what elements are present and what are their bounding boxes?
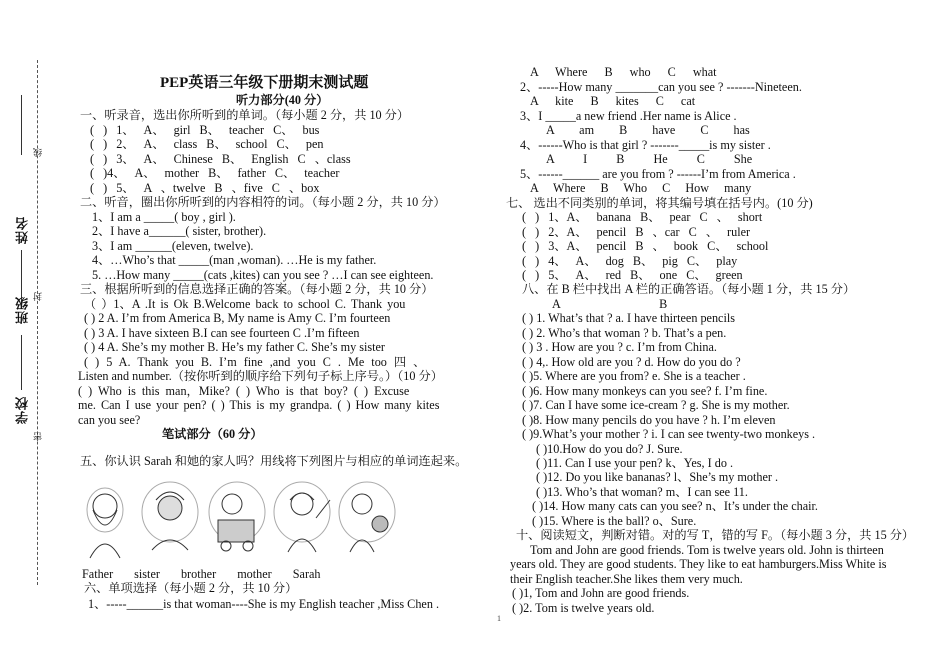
question-item: ( ) 5、 A 、twelve B 、five C 、box <box>90 181 320 195</box>
question-item: ( ) 3、A、 pencil B 、 book C、 school <box>522 239 769 253</box>
school-label: 学校 <box>16 396 31 424</box>
column-headers: A B <box>552 297 668 311</box>
family-word-row: Father sister brother mother Sarah <box>82 567 321 581</box>
page-title: PEP英语三年级下册期末测试题 <box>160 75 369 91</box>
binding-dashed-line <box>37 60 38 585</box>
question-heading: 五、你认识 Sarah 和她的家人吗？用线将下列图片与相应的单词连起来。 <box>80 454 468 468</box>
question-item: 4、…Who’s that _____(man ,woman). …He is my father. <box>92 253 377 267</box>
question-heading: 八、在 B 栏中找出 A 栏的正确答语。（每小题 1 分，共 15 分） <box>522 282 856 296</box>
question-item: ( ) 5 A. Thank you B. I’m fine ,and you C . Me too 四 、 <box>84 355 426 369</box>
question-options: A Where B Who C How many <box>530 181 752 195</box>
question-item: ( )4、 A、 mother B、 father C、 teacher <box>90 166 340 180</box>
reading-passage-line: their English teacher.She likes them very much. <box>510 572 743 586</box>
question-item: ( ) 2、A、 pencil B 、car C 、 ruler <box>522 225 751 239</box>
name-underline <box>21 95 22 155</box>
question-item: 2、I have a______( sister, brother). <box>92 224 267 238</box>
question-options: A Where B who C what <box>530 65 717 79</box>
page-number: 1 <box>497 614 501 623</box>
question-item: ( ) 1、 A、 girl B、 teacher C、 bus <box>90 123 320 137</box>
question-item: ( ) 4、 A、 dog B、 pig C、 play <box>522 254 738 268</box>
seal-mark-secret: 密 <box>33 432 43 441</box>
seal-mark-line: 线 <box>33 148 43 157</box>
match-row: ( )5. Where are you from? e. She is a teacher . <box>522 369 746 383</box>
question-item: 4、------Who is that girl ? -------_____is my sister . <box>520 138 771 152</box>
question-options: A I B He C She <box>546 152 753 166</box>
question-item: 3、I _____a new friend .Her name is Alice . <box>520 109 737 123</box>
question-item: ( ) 2、 A、 class B、 school C、 pen <box>90 137 324 151</box>
section-heading: 听力部分(40 分） <box>236 93 329 107</box>
match-row: ( ) 1. What’s that ? a. I have thirteen pencils <box>522 311 735 325</box>
question-item: me. Can I use your pen? ( ) This is my grandpa. ( ) How many kites <box>78 398 440 412</box>
question-heading: 一、听录音，选出你所听到的单词。（每小题 2 分，共 10 分） <box>80 108 410 122</box>
question-item: ( ) 1、A、 banana B、 pear C 、 short <box>522 210 763 224</box>
person-picture <box>209 482 265 551</box>
question-item: ( ) 3 A. I have sixteen B.I can see fourteen C .I’m fifteen <box>84 326 360 340</box>
question-heading: 十、阅读短文，判断对错。对的写 T，错的写 F。（每小题 3 分，共 15 分） <box>516 528 915 542</box>
question-options: A am B have C has <box>546 123 750 137</box>
family-pictures <box>80 480 410 560</box>
question-item: ( ) 3、 A、 Chinese B、 English C 、class <box>90 152 351 166</box>
question-item: ( )1, Tom and John are good friends. <box>512 586 690 600</box>
match-row: ( )9.What’s your mother ? i. I can see twenty-two monkeys . <box>522 427 816 441</box>
question-item: （ ）1、A .It is Ok B.Welcome back to school C. Thank you <box>84 297 406 311</box>
question-heading: 三、根据所听到的信息选择正确的答案。（每小题 2 分，共 10 分） <box>80 282 434 296</box>
match-row: ( )14. How many cats can you see? n、It’s under the chair. <box>532 499 818 513</box>
question-options: A kite B kites C cat <box>530 94 696 108</box>
match-row: ( )11. Can I use your pen? k、Yes, I do . <box>536 456 734 470</box>
question-heading: 七、 选出不同类别的单词，将其编号填在括号内。(10 分) <box>506 196 813 210</box>
match-row: ( )7. Can I have some ice-cream ? g. She is my mother. <box>522 398 790 412</box>
question-heading: Listen and number.（按你听到的顺序给下列句子标上序号。）（10 分） <box>78 369 443 383</box>
reading-passage-line: years old. They are good students. They like to eat hamburgers.Miss White is <box>510 557 887 571</box>
match-row: ( )13. Who’s that woman? m、I can see 11. <box>536 485 748 499</box>
match-row: ( ) 3 . How are you ? c. I’m from China. <box>522 340 717 354</box>
seal-mark-seal: 封 <box>33 292 43 301</box>
person-picture <box>339 482 395 552</box>
match-row: ( )12. Do you like bananas? l、She’s my mother . <box>536 470 779 484</box>
question-item: 3、I am ______(eleven, twelve). <box>92 239 254 253</box>
person-picture <box>274 482 330 552</box>
section-heading: 笔试部分（60 分） <box>162 427 263 441</box>
match-row: ( ) 4,. How old are you ? d. How do you do ? <box>522 355 741 369</box>
question-item: ( ) 4 A. She’s my mother B. He’s my father C. She’s my sister <box>84 340 385 354</box>
question-item: 1、-----______is that woman----She is my English teacher ,Miss Chen . <box>88 597 440 611</box>
person-picture <box>142 482 198 550</box>
match-row: ( )15. Where is the ball? o、Sure. <box>532 514 697 528</box>
question-item: ( ) 5、 A、 red B、 one C、 green <box>522 268 743 282</box>
name-label: 姓名 <box>16 216 31 244</box>
question-item: ( )2. Tom is twelve years old. <box>512 601 655 615</box>
reading-passage-line: Tom and John are good friends. Tom is twelve years old. John is thirteen <box>530 543 884 557</box>
question-item: 5. …How many _____(cats ,kites) can you see ? …I can see eighteen. <box>92 268 434 282</box>
question-item: ( ) 2 A. I’m from America B, My name is Amy C. I’m fourteen <box>84 311 391 325</box>
question-item: can you see? <box>78 413 141 427</box>
question-heading: 二、听音，圈出你所听到的内容相符的词。（每小题 2 分，共 10 分） <box>80 195 446 209</box>
question-heading: 六、单项选择（每小题 2 分，共 10 分） <box>84 581 298 595</box>
match-row: ( )10.How do you do? J. Sure. <box>536 442 683 456</box>
question-item: 1、I am a _____( boy , girl ). <box>92 210 236 224</box>
question-item: ( ) Who is this man，Mike? ( ) Who is that boy? ( ) Excuse <box>78 384 410 398</box>
question-item: 2、-----How many _______can you see ? -------Nineteen. <box>520 80 802 94</box>
person-picture <box>87 488 123 558</box>
class-label: 班级 <box>16 296 31 324</box>
school-underline <box>21 335 22 390</box>
match-row: ( )6. How many monkeys can you see? f. I’m fine. <box>522 384 768 398</box>
match-row: ( )8. How many pencils do you have ? h. I’m eleven <box>522 413 776 427</box>
binding-margin <box>0 0 70 671</box>
match-row: ( ) 2. Who’s that woman ? b. That’s a pen. <box>522 326 727 340</box>
question-item: 5、------______ are you from ? ------I’m from America . <box>520 167 796 181</box>
